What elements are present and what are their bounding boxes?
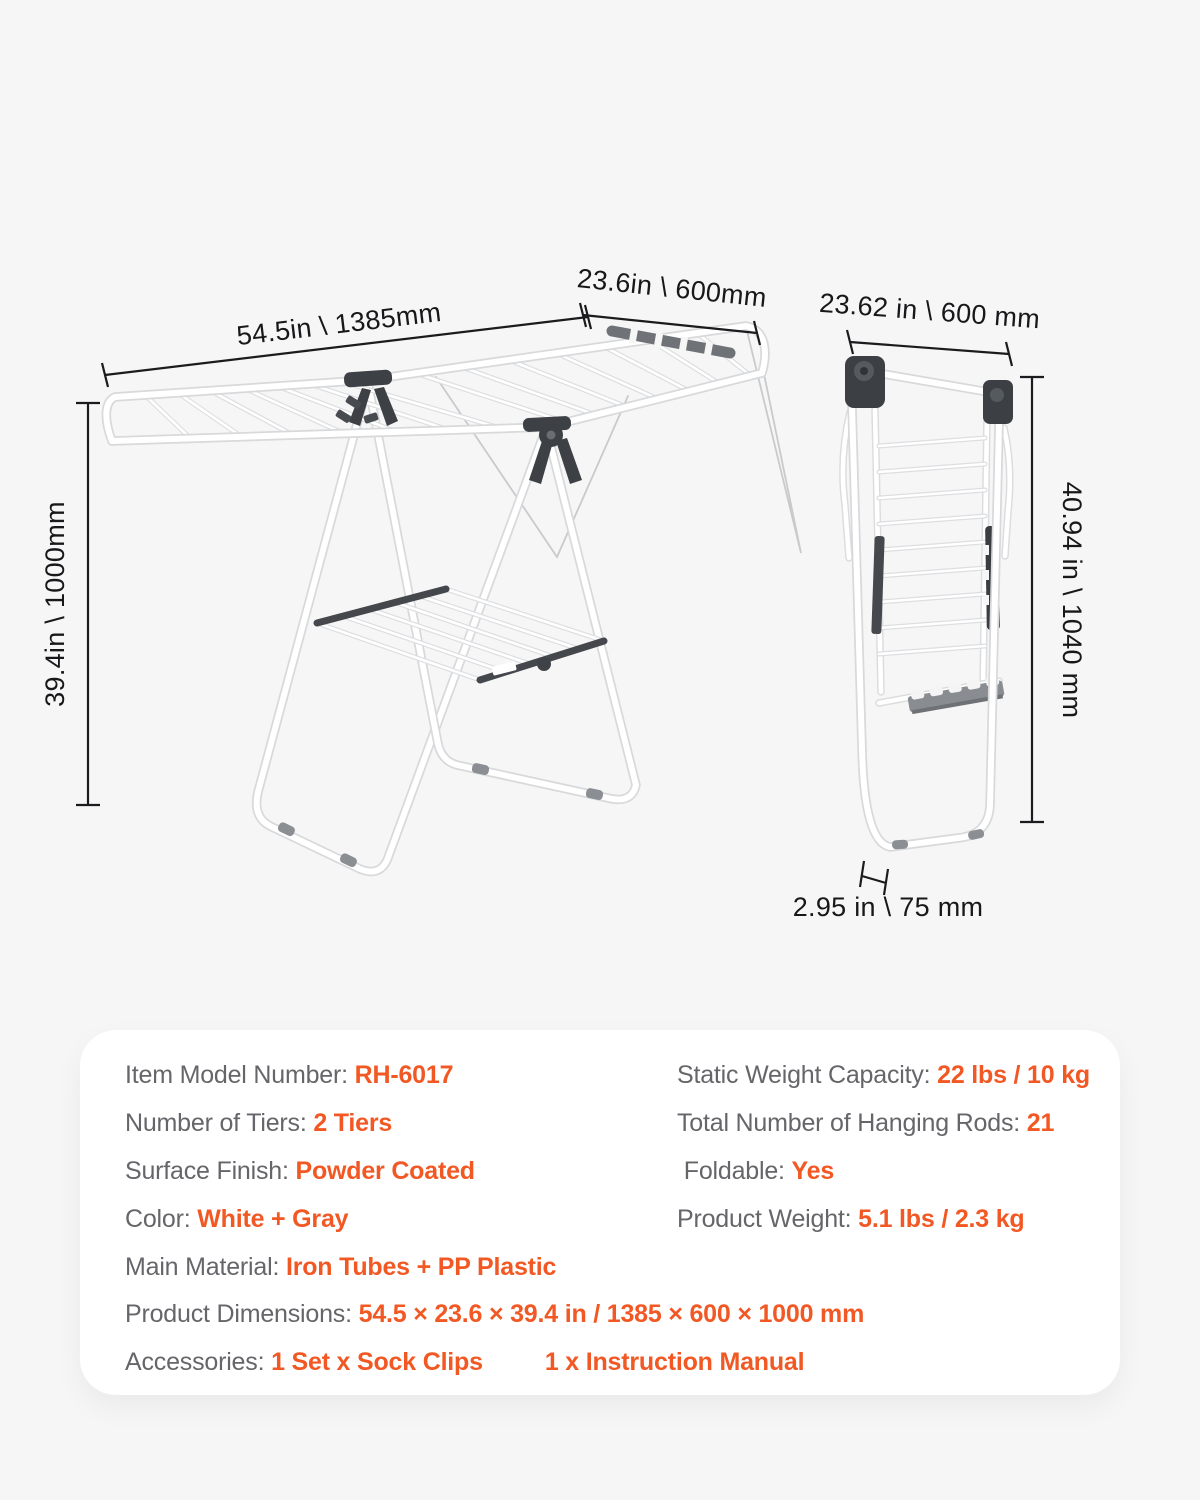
folded-hubs — [845, 356, 1013, 424]
spec-label: Item Model Number: — [125, 1061, 355, 1089]
spec-label: Static Weight Capacity: — [677, 1061, 938, 1089]
spec-row-tiers — [125, 1108, 392, 1138]
spec-value: 21 — [1026, 1109, 1055, 1137]
spec-label: Main Material: — [125, 1253, 286, 1281]
spec-value: Iron Tubes + PP Plastic — [285, 1253, 557, 1281]
spec-value: White + Gray — [197, 1205, 349, 1233]
spec-label: Color: — [125, 1205, 198, 1233]
spec-value: 2 Tiers — [313, 1109, 393, 1137]
spec-value: 1 x Instruction Manual — [544, 1348, 805, 1376]
spec-panel — [80, 1030, 1120, 1395]
spec-row-finish — [125, 1156, 475, 1186]
spec-label: Foldable: — [677, 1157, 792, 1185]
spec-row-dimensions — [125, 1299, 864, 1329]
spec-label: Accessories: — [125, 1348, 272, 1376]
spec-value: Powder Coated — [295, 1157, 475, 1185]
spec-value: Yes — [791, 1157, 835, 1185]
spec-label: Total Number of Hanging Rods: — [677, 1109, 1027, 1137]
spec-row-model — [125, 1060, 453, 1090]
folded-rack-illustration — [843, 356, 1013, 850]
open-width-label: 54.5in \ 1385mm — [235, 296, 443, 352]
spec-value: 5.1 lbs / 2.3 kg — [858, 1205, 1025, 1233]
folded-width-label: 23.62 in \ 600 mm — [818, 287, 1042, 335]
spec-row-material — [125, 1252, 556, 1282]
spec-value: 54.5 × 23.6 × 39.4 in / 1385 × 600 × 1000 mm — [358, 1300, 865, 1328]
spec-value: RH-6017 — [354, 1061, 454, 1089]
spec-row-color — [125, 1204, 348, 1234]
spec-row-rods — [677, 1108, 1054, 1138]
spec-row-capacity — [677, 1060, 1090, 1090]
spec-label: Surface Finish: — [125, 1157, 296, 1185]
spec-label: Product Weight: — [677, 1205, 859, 1233]
spec-value: 1 Set x Sock Clips — [271, 1348, 483, 1376]
spec-row-accessories — [125, 1347, 804, 1377]
spec-row-weight — [677, 1204, 1025, 1234]
open-depth-label: 23.6in \ 600mm — [575, 263, 769, 313]
spec-label: Product Dimensions: — [125, 1300, 359, 1328]
folded-base-label: 2.95 in \ 75 mm — [792, 892, 984, 922]
spec-row-foldable — [677, 1156, 834, 1186]
open-height-label: 39.4in \ 1000mm — [40, 501, 70, 707]
dimension-labels — [40, 263, 1087, 922]
folded-height-label: 40.94 in \ 1040 mm — [1057, 481, 1087, 719]
spec-value: 22 lbs / 10 kg — [937, 1061, 1090, 1089]
open-rack-illustration — [106, 326, 801, 872]
spec-label: Number of Tiers: — [125, 1109, 314, 1137]
